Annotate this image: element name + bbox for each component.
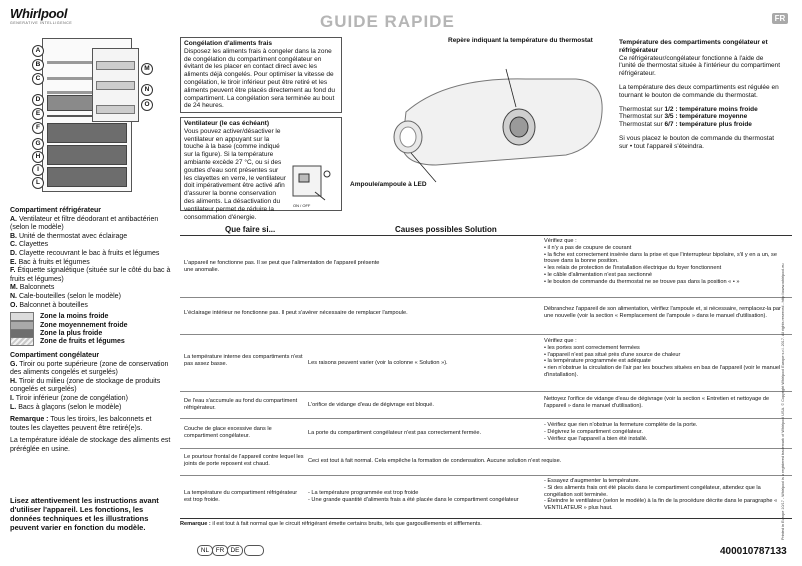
freezer-drawer xyxy=(47,123,127,143)
page-title: GUIDE RAPIDE xyxy=(320,12,455,31)
brand-name: Whirlpool xyxy=(10,6,68,21)
solution-cell: - Essayez d'augmenter la température. - Si des aliments frais ont été placés dans le compartiment congélateur, attendez que la congélation soit terminée. - Éteindre le ventilateur (selon le modèle) à la fin de la procédure décrite dans le paragraphe « VENTILATEUR » plus haut. xyxy=(544,478,778,512)
legend-item: N. Cale-bouteilles (selon le modèle) xyxy=(10,292,121,300)
temperature-box xyxy=(616,37,784,150)
legend-item: H. Tiroir du milieu (zone de stockage de produits congelés et surgelés) xyxy=(10,377,161,394)
box-text: Vous pouvez activer/désactiver le ventilateur en appuyant sur la touche à la base (comme indiqué sur la figure). Si la température ambiante excède 27 °C, ou si des gouttes d'eau sont présentes sur les clayettes en verre, le ventilateur doit impérativement être activé afin d'assurer la bonne conservation des aliments. La désactivation du ventilateur permet de réduire la consommation d'énergie. xyxy=(184,127,286,221)
lamp-label: Ampoule/ampoule à LED xyxy=(350,181,427,188)
warning-text: Lisez attentivement les instructions avant d'utiliser l'appareil. Les fonctions, les données techniques et les illustrations peuvent varier en fonction du modèle. xyxy=(10,496,159,532)
callout-h: H xyxy=(32,151,44,163)
problem-cell: La température interne des compartiments n'est pas assez basse. xyxy=(184,354,303,367)
table-row xyxy=(180,478,792,518)
fan-switch-illustration xyxy=(289,162,337,206)
zone-legend-row xyxy=(10,312,108,320)
side-copyright: Printed in Europe 10/17 - Whirlpool is a registered trademark of Whirlpool USA. © Copyright Whirlpool Europe s.r.l. 2017. All rights reserved - http://www.whirlpool.eu xyxy=(781,263,785,540)
fan-box xyxy=(180,117,342,221)
table-header-solution: Causes possibles Solution xyxy=(395,225,497,234)
box-title: Ventilateur (le cas échéant) xyxy=(184,120,270,127)
brand-logo xyxy=(10,6,80,36)
box-text: Si vous placez le bouton de commande du thermostat sur • tout l'appareil s'éteindra. xyxy=(619,134,775,150)
problem-cell: L'éclairage intérieur ne fonctionne pas. Il peut s'avérer nécessaire de remplacer l'ampoule. xyxy=(184,310,408,316)
callout-a: A xyxy=(32,45,44,57)
lang-badge-fr: FR xyxy=(212,545,228,556)
legend-item: I. Tiroir inférieur (zone de congélation) xyxy=(10,394,128,402)
table-header-problem: Que faire si... xyxy=(225,225,276,234)
table-divider xyxy=(180,448,792,449)
language-badge: FR xyxy=(772,13,788,24)
legend-item: L. Bacs à glaçons (selon le modèle) xyxy=(10,403,122,411)
freezer-legend-heading: Compartiment congélateur xyxy=(10,352,100,359)
callout-l: L xyxy=(32,177,44,189)
table-divider xyxy=(180,235,792,236)
cause-cell: Les raisons peuvent varier (voir la colonne « Solution »). xyxy=(308,360,448,366)
thermostat-setting: Thermostat sur 1/2 : température moins froide xyxy=(619,105,758,113)
door-balcony xyxy=(96,81,135,90)
callout-d: D xyxy=(32,94,44,106)
table-row xyxy=(180,306,792,336)
callout-b: B xyxy=(32,59,44,71)
freezer-drawer xyxy=(47,167,127,187)
zone-label: Zone moyennement froide xyxy=(40,321,128,329)
table-row xyxy=(180,422,792,446)
table-row xyxy=(180,452,792,472)
table-row xyxy=(180,396,792,418)
fridge-legend xyxy=(10,207,172,310)
legend-item: E. Bac à fruits et légumes xyxy=(10,258,90,266)
zone-label: Zone la plus froide xyxy=(40,329,103,337)
box-text: La température des deux compartiments est régulée en tournant le bouton de commande du thermostat. xyxy=(619,83,779,99)
problem-cell: Couche de glace excessive dans le compartiment congélateur. xyxy=(184,426,272,439)
legend-item: A. Ventilateur et filtre déodorant et antibactérien (selon le modèle) xyxy=(10,215,159,232)
part-number: 400010787133 xyxy=(720,546,787,557)
legend-item: G. Tiroir ou porte supérieure (zone de conservation des aliments congelés et surgelés) xyxy=(10,360,169,377)
zone-swatch xyxy=(10,337,34,346)
door-balcony xyxy=(96,61,135,70)
callout-m: M xyxy=(141,63,153,75)
solution-cell: Vérifiez que : • il n'y a pas de coupure de courant • la fiche est correctement insérée dans la prise et que l'interrupteur bipolaire, s'il y en a un, se trouve dans la bonne position. • les relais de protection de l'installation électrique du foyer fonctionnent • le câble d'alimentation n'est pas sectionné • le bouton de commande du thermostat ne se trouve pas dans la position « • » xyxy=(544,238,777,285)
legend-item: D. Clayette recouvrant le bac à fruits et légumes xyxy=(10,249,160,257)
callout-i: I xyxy=(32,164,44,176)
thermostat-setting: Thermostat sur 3/5 : température moyenne xyxy=(619,113,748,121)
cause-cell: L'orifice de vidange d'eau de dégivrage est bloqué. xyxy=(308,402,434,408)
callout-o: O xyxy=(141,99,153,111)
lang-badge-de: DE xyxy=(227,545,243,556)
zone-label: Zone de fruits et légumes xyxy=(40,337,125,345)
switch-label: ON / OFF xyxy=(293,203,311,208)
callout-f: F xyxy=(32,122,44,134)
box-title: Congélation d'aliments frais xyxy=(184,40,273,47)
freezer-legend xyxy=(10,352,172,455)
cause-cell: La porte du compartiment congélateur n'est pas correctement fermée. xyxy=(308,430,482,436)
problem-cell: La température du compartiment réfrigérateur est trop froide. xyxy=(184,490,298,503)
solution-cell: Vérifiez que : • les portes sont correctement fermées • l'appareil n'est pas situé près d'une source de chaleur • la température programmée est adéquate • rien n'obstrue la circulation de l'air par les bouches situées en bas de l'appareil (voir le manuel d'installation). xyxy=(544,338,781,378)
cause-cell: Ceci est tout à fait normal. Cela empêche la formation de condensation. Aucune solution n'est requise. xyxy=(308,458,562,464)
thermostat-setting: Thermostat sur 6/7 : température plus froide xyxy=(619,121,752,129)
door-balcony xyxy=(96,105,135,114)
table-row xyxy=(180,338,792,388)
table-divider xyxy=(180,334,792,335)
cause-cell: - La température programmée est trop froide - Une grande quantité d'aliments frais a été placée dans le compartiment congélateur xyxy=(308,490,519,503)
thermostat-illustration xyxy=(346,37,612,195)
solution-cell: - Vérifiez que rien n'obstrue la fermeture complète de la porte. - Dégivrez le compartiment congélateur. - Vérifiez que l'appareil a bien été installé. xyxy=(544,422,698,442)
table-divider xyxy=(180,297,792,298)
callout-n: N xyxy=(141,84,153,96)
ideal-temp-note: La température idéale de stockage des aliments est préréglée en usine. xyxy=(10,437,171,453)
thermostat-image-title: Repère indiquant la température du thermostat xyxy=(448,37,593,44)
table-divider xyxy=(180,518,792,519)
table-remark: Remarque : il est tout à fait normal que le circuit réfrigérant émette certains bruits, tels que gargouillements et sifflements. xyxy=(180,521,482,527)
zone-swatch xyxy=(10,312,34,321)
callout-c: C xyxy=(32,73,44,85)
solution-cell: Débranchez l'appareil de son alimentation, vérifiez l'ampoule et, si nécessaire, remplacez-la par une nouvelle (voir la section « Remplacement de l'ampoule » dans le manuel d'utilisation). xyxy=(544,306,781,319)
box-text: Disposez les aliments frais à congeler dans la zone de congélation du compartiment congélateur en évitant de les placer en contact direct avec les aliments déjà congelés. Pour optimiser la vitesse de congélation, le tiroir inférieur peut être retiré et les aliments peuvent être placés directement au fond du compartiment. La congélation sera terminée au bout de 24 heures. xyxy=(184,47,336,110)
legend-item: O. Balconnet à bouteilles xyxy=(10,301,88,309)
solution-cell: Nettoyez l'orifice de vidange d'eau de dégivrage (voir la section « Entretien et nettoyage de l'appareil » dans le manuel d'utilisation). xyxy=(544,396,770,409)
lang-badge-blank xyxy=(244,545,264,556)
brand-tagline: GENERATIVE INTELLIGENCE xyxy=(10,21,73,25)
freezer-drawer xyxy=(47,145,127,165)
legend-item: M. Balconnets xyxy=(10,284,55,292)
table-divider xyxy=(180,475,792,476)
problem-cell: L'appareil ne fonctionne pas. Il se peut que l'alimentation de l'appareil présente une anomalie. xyxy=(184,260,380,273)
zone-label: Zone la moins froide xyxy=(40,312,109,320)
lang-badge-nl: NL xyxy=(197,545,213,556)
callout-g: G xyxy=(32,138,44,150)
table-divider xyxy=(180,418,792,419)
legend-item: B. Unité de thermostat avec éclairage xyxy=(10,232,128,240)
callout-e: E xyxy=(32,108,44,120)
fridge-legend-heading: Compartiment réfrigérateur xyxy=(10,207,102,214)
box-title: Température des compartiments congélateur et réfrigérateur xyxy=(619,39,768,54)
legend-item: F. Étiquette signalétique (située sur le côté du bac à fruits et légumes) xyxy=(10,267,171,283)
problem-cell: De l'eau s'accumule au fond du compartiment réfrigérateur. xyxy=(184,398,298,411)
fridge-door xyxy=(92,48,139,122)
table-row xyxy=(180,238,792,296)
box-text: Ce réfrigérateur/congélateur fonctionne à l'aide de l'unité de thermostat située à l'intérieur du compartiment réfrigérateur. xyxy=(619,54,781,78)
zone-legend-row xyxy=(10,337,125,345)
legend-item: C. Clayettes xyxy=(10,241,49,249)
table-divider xyxy=(180,391,792,392)
legend-remark: Remarque : Tous les tiroirs, les balconnets et toutes les clayettes peuvent être retiré(e)s. xyxy=(10,416,152,432)
fresh-food-freezing-box xyxy=(180,37,342,113)
problem-cell: Le pourtour frontal de l'appareil contre lequel les joints de porte reposent est chaud. xyxy=(184,454,304,467)
thermostat-unit-drawing xyxy=(376,57,612,187)
